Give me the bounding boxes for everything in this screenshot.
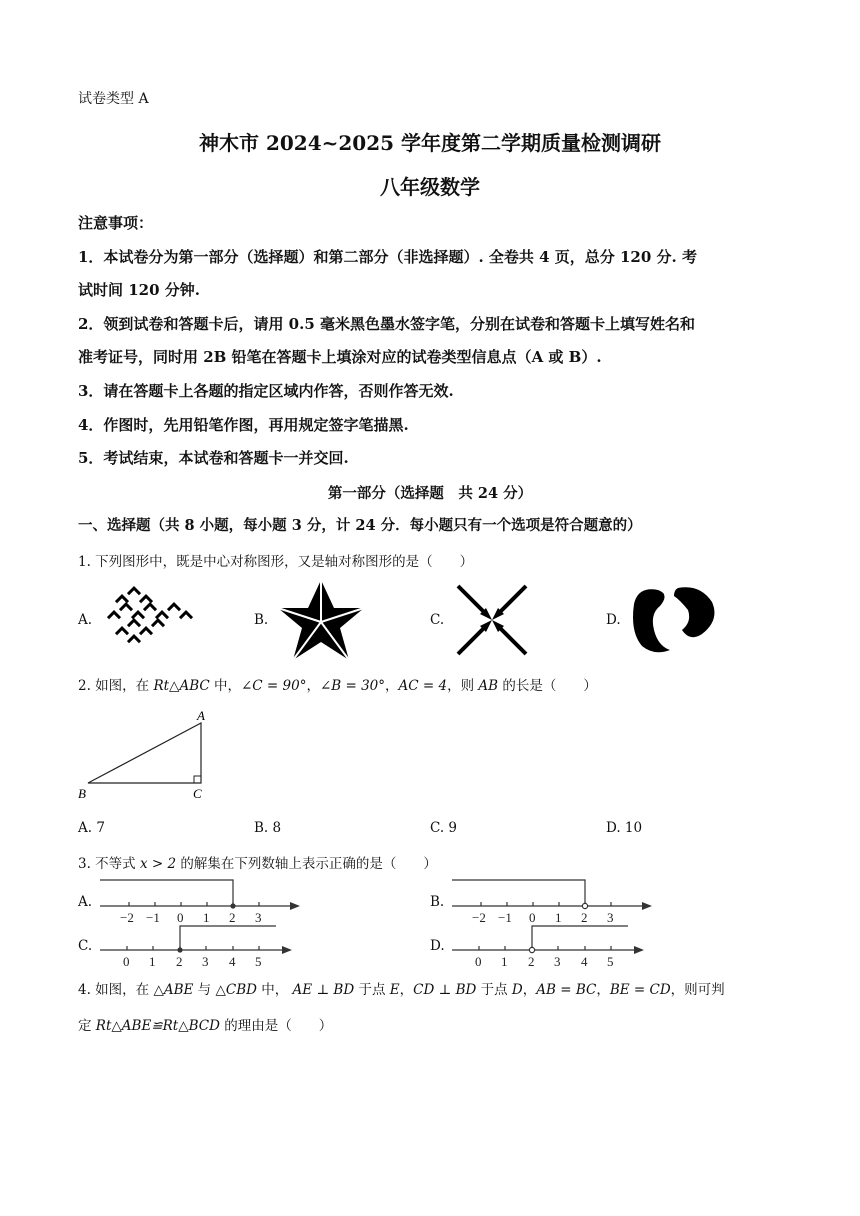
notice-line: 2．领到试卷和答题卡后，请用 0.5 毫米黑色墨水签字笔，分别在试卷和答题卡上填写姓名和: [78, 315, 695, 333]
svg-text:1: 1: [501, 954, 508, 969]
q1-figure-a: [104, 580, 196, 644]
section1-heading: 一、选择题（共 8 小题，每小题 3 分，计 24 分．每小题只有一个选项是符合题意的）: [78, 517, 642, 534]
q3-option-c-label: C.: [78, 938, 93, 954]
q1-option-b-label: B.: [254, 612, 269, 628]
exam-title: 神木市 2024~2025 学年度第二学期质量检测调研: [198, 131, 661, 155]
notice-line: 准考证号，同时用 2B 铅笔在答题卡上填涂对应的试卷类型信息点（A 或 B）.: [78, 348, 602, 366]
vertex-c-label: C: [193, 786, 202, 801]
svg-text:−1: −1: [498, 910, 512, 925]
notice-line: 5．考试结束，本试卷和答题卡一并交回.: [78, 449, 349, 467]
q3-option-a-label: A.: [78, 894, 93, 910]
svg-text:3: 3: [607, 910, 614, 925]
q1-figure-c: [456, 584, 528, 656]
paper-type: 试卷类型 A: [78, 91, 149, 107]
notice-heading: 注意事项：: [78, 214, 154, 232]
q3-number-line-c: [96, 920, 306, 972]
q1-figure-d: [630, 584, 716, 656]
notice-line: 试时间 120 分钟.: [78, 281, 200, 299]
q2-option-b: B. 8: [254, 820, 282, 836]
q3-option-b-label: B.: [430, 894, 445, 910]
notice-line: 1．本试卷分为第一部分（选择题）和第二部分（非选择题）. 全卷共 4 页，总分 120 分. 考: [78, 248, 697, 266]
q3-stem: 3. 不等式 x > 2 的解集在下列数轴上表示正确的是（ ）: [78, 856, 437, 872]
q2-triangle-figure: [76, 708, 216, 804]
svg-text:−1: −1: [146, 910, 160, 925]
svg-text:4: 4: [229, 954, 236, 969]
q3-number-line-d: [448, 920, 658, 972]
svg-text:3: 3: [255, 910, 262, 925]
q1-figure-b: [276, 578, 366, 662]
q1-option-d-label: D.: [606, 612, 621, 628]
q2-option-a: A. 7: [78, 820, 105, 836]
svg-text:1: 1: [555, 910, 562, 925]
svg-text:2: 2: [176, 954, 183, 969]
subject-title: 八年级数学: [380, 175, 480, 199]
vertex-b-label: B: [78, 786, 86, 801]
q1-stem: 1. 下列图形中，既是中心对称图形，又是轴对称图形的是（ ）: [78, 554, 474, 570]
svg-text:2: 2: [581, 910, 588, 925]
svg-text:0: 0: [123, 954, 130, 969]
svg-text:−2: −2: [120, 910, 134, 925]
q4-stem-line1: 4. 如图，在 △ABE 与 △CBD 中， AE ⊥ BD 于点 E，CD ⊥ BD 于点 D，AB = BC，BE = CD，则可判: [78, 982, 725, 998]
svg-text:−2: −2: [472, 910, 486, 925]
part1-heading: 第一部分（选择题 共 24 分）: [327, 485, 533, 502]
q1-option-a-label: A.: [78, 612, 93, 628]
svg-text:5: 5: [607, 954, 614, 969]
q2-option-d: D. 10: [606, 820, 643, 836]
q3-option-d-label: D.: [430, 938, 445, 954]
q2-stem: 2. 如图，在 Rt△ABC 中，∠C = 90°，∠B = 30°，AC = 4，则 AB 的长是（ ）: [78, 678, 597, 694]
svg-text:0: 0: [475, 954, 482, 969]
svg-text:0: 0: [529, 910, 536, 925]
svg-text:2: 2: [528, 954, 535, 969]
svg-text:1: 1: [149, 954, 156, 969]
q4-stem-line2: 定 Rt△ABE≌Rt△BCD 的理由是（ ）: [78, 1018, 333, 1034]
svg-text:4: 4: [581, 954, 588, 969]
notice-line: 4．作图时，先用铅笔作图，再用规定签字笔描黑.: [78, 416, 409, 434]
svg-text:3: 3: [554, 954, 561, 969]
q1-option-c-label: C.: [430, 612, 445, 628]
notice-line: 3．请在答题卡上各题的指定区域内作答，否则作答无效.: [78, 382, 454, 400]
svg-text:2: 2: [229, 910, 236, 925]
svg-text:1: 1: [203, 910, 210, 925]
vertex-a-label: A: [197, 708, 205, 723]
svg-text:0: 0: [177, 910, 184, 925]
svg-text:5: 5: [255, 954, 262, 969]
q2-option-c: C. 9: [430, 820, 458, 836]
svg-text:3: 3: [202, 954, 209, 969]
